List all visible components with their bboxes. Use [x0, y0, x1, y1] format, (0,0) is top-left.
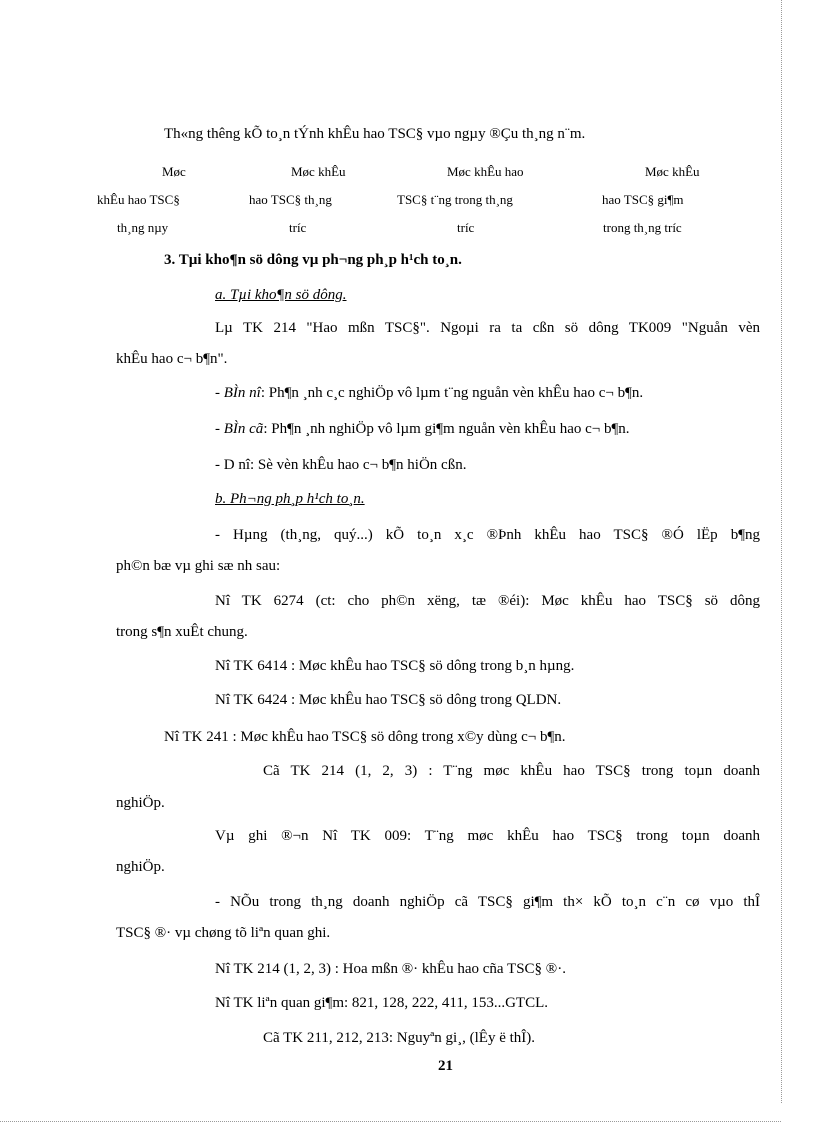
para1-line1: Lµ TK 214 "Hao mßn TSC§". Ngoµi ra ta cßn sö dông TK009 "Nguån vèn — [215, 320, 760, 336]
margin-rule-vertical — [781, 0, 782, 1103]
entry-no6274-line2: trong s¶n xuÊt chung. — [116, 624, 248, 640]
entry-no-lienquan: Nî TK liªn quan gi¶m: 821, 128, 222, 411, 153...GTCL. — [215, 995, 549, 1011]
ben-no-text: : Ph¶n ¸nh c¸c nghiÖp vô lµm t¨ng nguån vèn khÊu hao c¬ b¶n. — [260, 385, 644, 401]
section-heading-3: 3. Tµi kho¶n sö dông vµ ph¬ng ph¸p h¹ch to¸n. — [164, 252, 462, 268]
entry-vaghi-line1: Vµ ghi ®¬n Nî TK 009: T¨ng møc khÊu hao TSC§ trong toµn doanh — [215, 828, 760, 844]
para1-line2: khÊu hao c¬ b¶n". — [116, 351, 228, 367]
table-col2-line3: tríc — [289, 220, 307, 235]
entry-no6414: Nî TK 6414 : Møc khÊu hao TSC§ sö dông trong b¸n hµng. — [215, 658, 575, 674]
para2-line2: ph©n bæ vµ ghi sæ nh sau: — [116, 558, 281, 574]
table-col2-line1: Møc khÊu — [291, 164, 346, 179]
entry-no6274-line1: Nî TK 6274 (ct: cho ph©n xëng, tæ ®éi): Møc khÊu hao TSC§ sö dông — [215, 593, 760, 609]
ben-co-line — [215, 420, 630, 438]
table-col3-line3: tríc — [457, 220, 475, 235]
table-col4-line3: trong th¸ng tríc — [603, 220, 682, 235]
table-col1-line1: Møc — [162, 164, 186, 179]
ben-no-line — [215, 384, 643, 402]
entry-vaghi-line2: nghiÖp. — [116, 859, 165, 875]
table-col1-line3: th¸ng nµy — [117, 220, 169, 235]
para2-line1: - Hµng (th¸ng, quý...) kÕ to¸n x¸c ®Þnh khÊu hao TSC§ ®Ó lËp b¶ng — [215, 527, 760, 543]
table-col4-line1: Møc khÊu — [645, 164, 700, 179]
entry-co214-line2: nghiÖp. — [116, 795, 165, 811]
margin-rule-horizontal — [0, 1121, 781, 1122]
entry-no214: Nî TK 214 (1, 2, 3) : Hoa mßn ®· khÊu hao cña TSC§ ®·. — [215, 961, 566, 977]
entry-no6424: Nî TK 6424 : Møc khÊu hao TSC§ sö dông trong QLDN. — [215, 692, 562, 708]
table-col1-line2: khÊu hao TSC§ — [97, 192, 180, 207]
subheading-a: a. Tµi kho¶n sö dông. — [215, 287, 347, 303]
ben-co-text: : Ph¶n ¸nh nghiÖp vô lµm gi¶m nguån vèn khÊu hao c¬ b¶n. — [263, 421, 630, 437]
entry-no241: Nî TK 241 : Møc khÊu hao TSC§ sö dông trong x©y dùng c¬ b¶n. — [164, 729, 566, 745]
table-col2-line2: hao TSC§ th¸ng — [249, 192, 332, 207]
entry-co214-line1: Cã TK 214 (1, 2, 3) : T¨ng møc khÊu hao TSC§ trong toµn doanh — [263, 763, 760, 779]
page-number: 21 — [438, 1058, 453, 1074]
ben-co-label: - BÌn cã — [215, 421, 264, 437]
table-col4-line2: hao TSC§ gi¶m — [602, 192, 684, 207]
du-no-line: - D nî: Sè vèn khÊu hao c¬ b¶n hiÖn cßn. — [215, 457, 467, 473]
ben-no-label: - BÌn nî — [215, 385, 261, 401]
entry-co211: Cã TK 211, 212, 213: Nguyªn gi¸, (lÊy ë thÎ). — [263, 1030, 536, 1046]
intro-line: Th«ng thêng kÕ to¸n tÝnh khÊu hao TSC§ vµo ngµy ®Çu th¸ng n¨m. — [164, 126, 586, 142]
para3-line2: TSC§ ®· vµ chøng tõ liªn quan ghi. — [116, 925, 331, 941]
table-col3-line2: TSC§ t¨ng trong th¸ng — [397, 192, 513, 207]
subheading-b: b. Ph¬ng ph¸p h¹ch to¸n. — [215, 491, 365, 507]
table-col3-line1: Møc khÊu hao — [447, 164, 524, 179]
para3-line1: - NÕu trong th¸ng doanh nghiÖp cã TSC§ gi¶m th× kÕ to¸n c¨n cø vµo thÎ — [215, 894, 760, 910]
